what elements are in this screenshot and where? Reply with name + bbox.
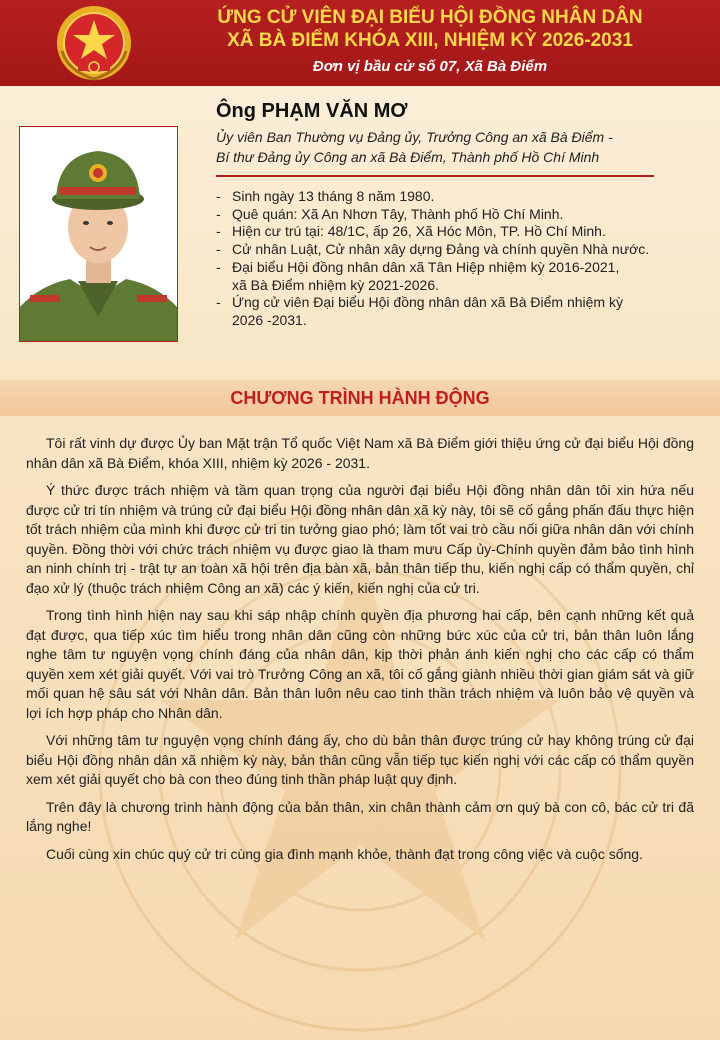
bio-line: - Đại biểu Hội đồng nhân dân xã Tân Hiệp nhiệm kỳ 2016-2021, bbox=[232, 258, 620, 275]
bio-line: Cử nhân Luật, Cử nhân xây dựng Đảng và chính quyền Nhà nước. bbox=[232, 241, 650, 258]
candidate-role-line2: Bí thư Đảng ủy Công an xã Bà Điểm, Thành phố Hồ Chí Minh bbox=[216, 149, 600, 165]
header-title-line2: XÃ BÀ ĐIỂM KHÓA XIII, NHIỆM KỲ 2026-2031 bbox=[227, 30, 633, 51]
program-title-band bbox=[0, 380, 720, 416]
program-paragraph: Trong tình hình hiện nay sau khi sáp nhập chính quyền địa phương hai cấp, bên cạnh những kết quả đạt được, qua tiếp xúc tìm hiểu trong nhân dân cũng còn những bức xúc của cử tri, bản thân luôn lắng nghe tâm tư nguyện vọng chính đáng của nhân dân, kịp thời phản ánh kiến nghị cho các cấp có thẩm quyền xem xét giải quyết. Với vai trò Trưởng Công an xã, tôi cố gắng giành nhiều thời gian giám sát và giữ mối quan hệ sâu sát với Nhân dân. Bản thân luôn nêu cao tinh thần trách nhiệm và luôn bảo vệ quyền và lợi ích hợp pháp cho Nhân dân. bbox=[26, 607, 694, 721]
bio-line: Hiện cư trú tại: 48/1C, ấp 26, Xã Hóc Môn, TP. Hồ Chí Minh. bbox=[232, 223, 606, 240]
portrait-illustration bbox=[20, 127, 177, 341]
bio-line-continuation: xã Bà Điểm nhiệm kỳ 2021-2026. bbox=[232, 276, 439, 293]
bio-line-continuation: 2026 -2031. bbox=[232, 311, 307, 328]
candidate-name: Ông PHẠM VĂN MƠ bbox=[216, 100, 408, 122]
bio-item-hometown bbox=[214, 206, 704, 224]
state-emblem-icon bbox=[54, 3, 134, 83]
bio-item-birth bbox=[214, 188, 704, 206]
program-paragraph: Ý thức được trách nhiệm và tầm quan trọng của người đại biểu Hội đồng nhân dân tôi xin hứa nếu được cử tri tín nhiệm và trúng cử đại biểu Hội đồng nhân dân xã kỳ này, tôi sẽ cố gắng phấn đấu thực hiện tốt trách nhiệm của mình khi được cử tri tin tưởng giao phó; làm tốt vai trò cầu nối giữa nhân dân với chính quyền. Đồng thời với chức trách nhiệm vụ được giao là tham mưu Cấp ủy-Chính quyền đảm bảo tình hình an ninh chính trị - trật tự an toàn xã hội trên địa bàn xã, bản thân tiếp thu, kiến nghị cấp có thẩm quyền, chỉ đạo xử lý (thuộc trách nhiệm Công an xã) các ý kiến, kiến nghị của cử tri. bbox=[26, 482, 694, 596]
header-subtitle: Đơn vị bầu cử số 07, Xã Bà Điểm bbox=[312, 58, 548, 75]
bio-line: Quê quán: Xã An Nhơn Tây, Thành phố Hồ Chí Minh. bbox=[232, 205, 564, 222]
divider-rule bbox=[216, 175, 654, 177]
bio-line: - Ứng cử viên Đại biểu Hội đồng nhân dân xã Bà Điểm nhiệm kỳ bbox=[232, 294, 623, 311]
program-body bbox=[26, 434, 694, 872]
bio-line: Sinh ngày 13 tháng 8 năm 1980. bbox=[232, 188, 435, 204]
bio-item-residence bbox=[214, 223, 704, 241]
header-banner bbox=[0, 0, 720, 86]
program-paragraph: Tôi rất vinh dự được Ủy ban Mặt trận Tổ quốc Việt Nam xã Bà Điểm giới thiệu ứng cử đại biểu Hội đồng nhân dân xã Bà Điểm, khóa XIII, nhiệm kỳ 2026 - 2031. bbox=[26, 435, 694, 471]
program-paragraph: Trên đây là chương trình hành động của bản thân, xin chân thành cảm ơn quý bà con cô, bác cử tri đã lắng nghe! bbox=[26, 798, 694, 834]
bio-item-candidacy bbox=[214, 294, 704, 329]
header-title-line1: ỨNG CỬ VIÊN ĐẠI BIỂU HỘI ĐỒNG NHÂN DÂN bbox=[217, 7, 643, 28]
candidate-role-line1: Ủy viên Ban Thường vụ Đảng ủy, Trưởng Công an xã Bà Điểm - bbox=[216, 129, 613, 145]
candidate-bio-list bbox=[214, 188, 704, 330]
program-paragraph: Với những tâm tư nguyện vọng chính đáng ấy, cho dù bản thân được trúng cử hay không trúng cử đại biểu Hội đồng nhân dân xã nhiệm kỳ này, bản thân cũng vẫn tiếp tục kiến nghị với các cấp có thẩm quyền xem xét giải quyết cho bà con theo đúng tinh thần pháp luật quy định. bbox=[26, 732, 694, 787]
program-paragraph: Cuối cùng xin chúc quý cử tri cùng gia đình mạnh khỏe, thành đạt trong công việc và cuộc sống. bbox=[46, 845, 643, 862]
program-title: CHƯƠNG TRÌNH HÀNH ĐỘNG bbox=[230, 388, 490, 408]
bio-item-delegate-history bbox=[214, 259, 704, 294]
candidate-role bbox=[216, 127, 686, 167]
candidate-portrait bbox=[19, 126, 178, 342]
bio-item-education bbox=[214, 241, 704, 259]
